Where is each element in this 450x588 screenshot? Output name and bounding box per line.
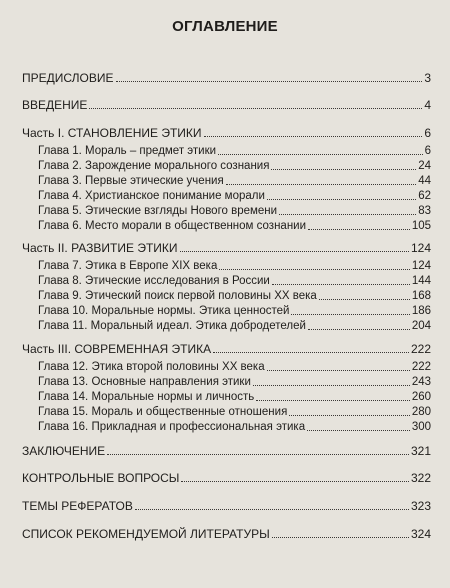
toc-chapter-5 [38,204,431,218]
page-title: ОГЛАВЛЕНИЕ [172,18,278,35]
toc-chapter-15 [38,405,431,419]
toc-chapter-14 [38,390,431,404]
toc-page-number: 124 [411,260,431,272]
toc-chapter-11 [38,319,431,333]
toc-label: Глава 8. Этические исследования в России [38,275,270,287]
toc-entry-part-1 [22,125,431,140]
toc-chapter-7 [38,259,431,273]
toc-label: Глава 4. Христианское понимание морали [38,190,265,202]
toc-label: Часть I. СТАНОВЛЕНИЕ ЭТИКИ [22,126,202,140]
toc-label: ВВЕДЕНИЕ [22,98,88,112]
toc-page-number: 3 [424,71,431,85]
toc-label: Глава 5. Этические взгляды Нового времени [38,205,278,217]
toc-label: Глава 12. Этика второй половины XX века [38,361,265,373]
toc-label: ТЕМЫ РЕФЕРАТОВ [22,499,133,513]
toc-entry-part-3 [22,341,431,356]
toc-page-number: 222 [410,342,431,356]
dot-leader [135,509,409,510]
toc-label: Глава 1. Мораль – предмет этики [38,145,217,157]
toc-chapter-16 [38,420,431,434]
toc-page-number: 6 [424,145,431,157]
dot-leader [181,481,409,482]
toc-label: ПРЕДИСЛОВИЕ [22,71,114,85]
dot-leader [107,454,409,455]
toc-chapter-4 [38,189,431,203]
dot-leader [279,214,416,215]
dot-leader [267,370,410,371]
toc-page-number: 44 [418,175,431,187]
dot-leader [218,154,423,155]
toc-page-number: 62 [418,190,431,202]
toc-label: СПИСОК РЕКОМЕНДУЕМОЙ ЛИТЕРАТУРЫ [22,527,270,541]
toc-label: Глава 13. Основные направления этики [38,376,251,388]
toc-chapter-13 [38,375,431,389]
toc-label: Глава 2. Зарождение морального сознания [38,160,270,172]
dot-leader [180,251,409,252]
toc-page-number: 204 [411,320,431,332]
toc-page-number: 222 [411,361,431,373]
toc-entry-part-2 [22,240,431,255]
toc-chapter-8 [38,274,431,288]
toc-entry-conclusion [22,443,431,458]
toc-entry-preface [22,70,431,85]
toc-entry-literature [22,526,431,541]
dot-leader [271,169,416,170]
toc-chapter-12 [38,360,431,374]
toc-entry-questions [22,470,431,485]
toc-page-number: 83 [418,205,431,217]
toc-chapter-10 [38,304,431,318]
toc-page-number: 186 [411,305,431,317]
toc-page-number: 168 [411,290,431,302]
toc-chapter-2 [38,159,431,173]
dot-leader [272,537,409,538]
dot-leader [256,400,410,401]
toc-page-number: 24 [418,160,431,172]
toc-label: Глава 14. Моральные нормы и личность [38,391,255,403]
dot-leader [89,108,422,109]
toc-label: КОНТРОЛЬНЫЕ ВОПРОСЫ [22,471,180,485]
dot-leader [204,136,423,137]
dot-leader [213,352,409,353]
toc-entry-intro [22,97,431,112]
toc-chapter-3 [38,174,431,188]
toc-label: Глава 11. Моральный идеал. Этика добродетелей [38,320,306,332]
toc-entry-topics [22,498,431,513]
dot-leader [319,299,410,300]
dot-leader [253,385,410,386]
dot-leader [308,229,410,230]
toc-label: Глава 10. Моральные нормы. Этика ценностей [38,305,290,317]
toc-label: Глава 15. Мораль и общественные отношения [38,406,288,418]
toc-label: ЗАКЛЮЧЕНИЕ [22,444,106,458]
dot-leader [291,314,409,315]
toc-chapter-9 [38,289,431,303]
toc-label: Часть III. СОВРЕМЕННАЯ ЭТИКА [22,342,212,356]
toc-label: Глава 3. Первые этические учения [38,175,224,187]
toc-page-number: 323 [410,499,431,513]
toc-label: Глава 9. Этический поиск первой половины XX века [38,290,317,302]
toc-page-number: 260 [411,391,431,403]
toc-page-number: 6 [424,126,431,140]
toc-page-number: 144 [411,275,431,287]
dot-leader [226,184,417,185]
toc-label: Глава 16. Прикладная и профессиональная этика [38,421,306,433]
toc-page-number: 300 [411,421,431,433]
toc-label: Часть II. РАЗВИТИЕ ЭТИКИ [22,241,178,255]
dot-leader [267,199,416,200]
dot-leader [272,284,410,285]
dot-leader [307,430,410,431]
toc-page-number: 243 [411,376,431,388]
toc-page-number: 324 [410,527,431,541]
toc-page-number: 322 [410,471,431,485]
toc-chapter-1 [38,144,431,158]
toc-chapter-6 [38,219,431,233]
toc-page-number: 105 [411,220,431,232]
toc-label: Глава 6. Место морали в общественном сознании [38,220,307,232]
toc-page-number: 280 [411,406,431,418]
toc-page-number: 124 [410,241,431,255]
dot-leader [116,81,423,82]
dot-leader [289,415,410,416]
toc-page-number: 321 [410,444,431,458]
toc-label: Глава 7. Этика в Европе XIX века [38,260,218,272]
dot-leader [219,269,409,270]
toc-page-number: 4 [424,98,431,112]
dot-leader [308,329,410,330]
